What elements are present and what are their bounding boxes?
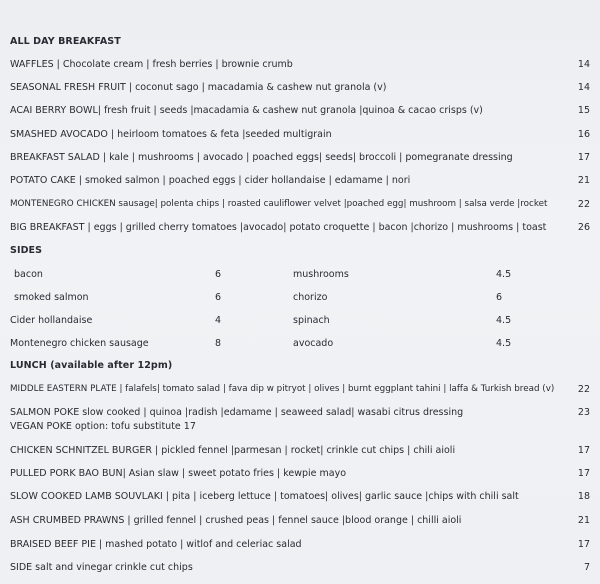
breakfast-item-price: 16	[577, 129, 590, 140]
side-item: spinach	[293, 315, 330, 326]
side-item: avocado	[293, 338, 334, 349]
side-item-price: 6	[215, 269, 222, 280]
breakfast-item-price: 21	[577, 175, 590, 186]
side-item: chorizo	[293, 292, 328, 303]
breakfast-item: SEASONAL FRESH FRUIT | coconut sago | macadamia & cashew nut granola (v)	[10, 82, 387, 93]
breakfast-item: BIG BREAKFAST | eggs | grilled cherry tomatoes |avocado| potato croquette | bacon |chorizo | mushrooms | toast	[10, 222, 547, 233]
breakfast-item: WAFFLES | Chocolate cream | fresh berries | brownie crumb	[10, 59, 293, 70]
breakfast-item: POTATO CAKE | smoked salmon | poached eggs | cider hollandaise | edamame | nori	[10, 175, 411, 186]
side-item-price: 4	[215, 315, 222, 326]
lunch-item-price: 22	[577, 384, 590, 395]
lunch-item: MIDDLE EASTERN PLATE | falafels| tomato salad | fava dip w pitryot | olives | burnt eggplant tahini | laffa & Turkish bread (v)	[10, 384, 555, 394]
breakfast-item-price: 26	[577, 222, 590, 233]
side-item-price: 8	[215, 338, 222, 349]
breakfast-item: ACAI BERRY BOWL| fresh fruit | seeds |macadamia & cashew nut granola |quinoa & cacao crisps (v)	[10, 105, 483, 116]
lunch-item-price: 17	[577, 468, 590, 479]
lunch-item: SALMON POKE slow cooked | quinoa |radish |edamame | seaweed salad| wasabi citrus dressing	[10, 407, 464, 418]
breakfast-heading: ALL DAY BREAKFAST	[10, 36, 121, 47]
lunch-heading: LUNCH (available after 12pm)	[10, 360, 173, 371]
breakfast-item: MONTENEGRO CHICKEN sausage| polenta chips | roasted cauliflower velvet |poached egg| mushroom | salsa verde |rocket	[10, 199, 548, 209]
sides-heading: SIDES	[10, 245, 43, 256]
breakfast-item-price: 14	[577, 82, 590, 93]
lunch-item-price: 18	[577, 491, 590, 502]
breakfast-item-price: 17	[577, 152, 590, 163]
lunch-item-price: 7	[583, 562, 590, 573]
side-item: bacon	[14, 269, 43, 280]
breakfast-item-price: 15	[577, 105, 590, 116]
breakfast-item: BREAKFAST SALAD | kale | mushrooms | avocado | poached eggs| seeds| broccoli | pomegranate dressing	[10, 152, 513, 163]
side-item: mushrooms	[293, 269, 349, 280]
breakfast-item: SMASHED AVOCADO | heirloom tomatoes & feta |seeded multigrain	[10, 129, 332, 140]
side-item: smoked salmon	[14, 292, 89, 303]
lunch-item-price: 17	[577, 539, 590, 550]
lunch-item: CHICKEN SCHNITZEL BURGER | pickled fennel |parmesan | rocket| crinkle cut chips | chili aioli	[10, 445, 456, 456]
lunch-item: SLOW COOKED LAMB SOUVLAKI | pita | iceberg lettuce | tomatoes| olives| garlic sauce |chips with chili salt	[10, 491, 519, 502]
lunch-item: BRAISED BEEF PIE | mashed potato | witlof and celeriac salad	[10, 539, 302, 550]
breakfast-item-price: 14	[577, 59, 590, 70]
side-item-price: 4.5	[496, 338, 512, 349]
side-item: Cider hollandaise	[10, 315, 93, 326]
lunch-item: VEGAN POKE option: tofu substitute 17	[10, 421, 196, 432]
breakfast-item-price: 22	[577, 199, 590, 210]
side-item-price: 4.5	[496, 269, 512, 280]
lunch-item: PULLED PORK BAO BUN| Asian slaw | sweet potato fries | kewpie mayo	[10, 468, 347, 479]
lunch-item: ASH CRUMBED PRAWNS | grilled fennel | crushed peas | fennel sauce |blood orange | chilli aioli	[10, 515, 462, 526]
side-item-price: 6	[215, 292, 222, 303]
lunch-item-price: 17	[577, 445, 590, 456]
lunch-item-price: 23	[577, 407, 590, 418]
side-item: Montenegro chicken sausage	[10, 338, 149, 349]
lunch-item: SIDE salt and vinegar crinkle cut chips	[10, 562, 193, 573]
lunch-item-price: 21	[577, 515, 590, 526]
side-item-price: 6	[496, 292, 503, 303]
side-item-price: 4.5	[496, 315, 512, 326]
